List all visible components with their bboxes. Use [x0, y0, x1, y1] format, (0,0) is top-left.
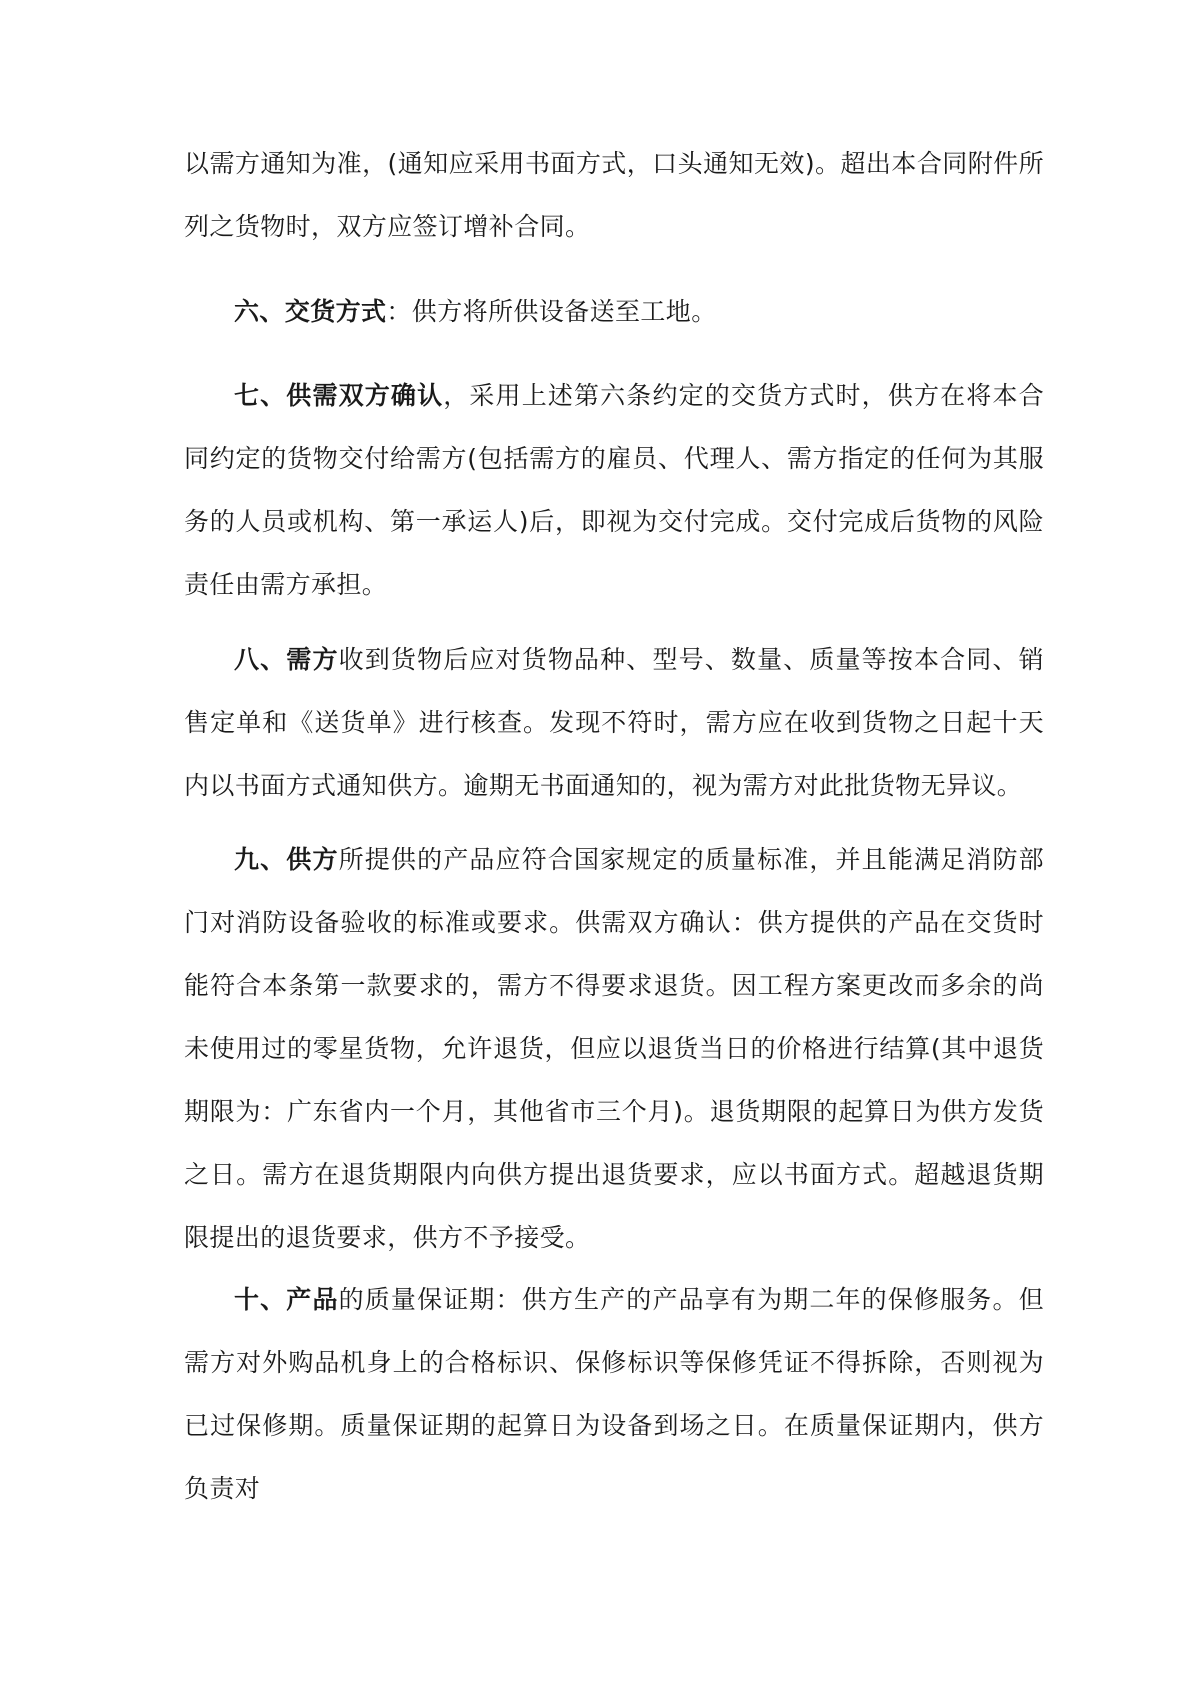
clause-text: ：供方将所供设备送至工地。 [386, 297, 717, 326]
clause-8 [184, 628, 1044, 817]
clause-10 [184, 1268, 1044, 1520]
clause-text: 收到货物后应对货物品种、型号、数量、质量等按本合同、销售定单和《送货单》进行核查。发现不符时，需方应在收到货物之日起十天内以书面方式通知供方。逾期无书面通知的，视为需方对此批货物无异议。 [184, 645, 1044, 800]
clause-7 [184, 364, 1044, 616]
clause-heading: 六、交货方式 [234, 297, 387, 326]
clause-heading: 九、供方 [234, 845, 339, 874]
clause-heading: 八、需方 [234, 645, 339, 674]
clause-text: 的质量保证期：供方生产的产品享有为期二年的保修服务。但需方对外购品机身上的合格标识、保修标识等保修凭证不得拆除，否则视为已过保修期。质量保证期的起算日为设备到场之日。在质量保证期内，供方负责对 [184, 1285, 1044, 1503]
clause-text: 所提供的产品应符合国家规定的质量标准，并且能满足消防部门对消防设备验收的标准或要求。供需双方确认：供方提供的产品在交货时能符合本条第一款要求的，需方不得要求退货。因工程方案更改而多余的尚未使用过的零星货物，允许退货，但应以退货当日的价格进行结算(其中退货期限为：广东省内一个月，其他省市三个月)。退货期限的起算日为供方发货之日。需方在退货期限内向供方提出退货要求，应以书面方式。超越退货期限提出的退货要求，供方不予接受。 [184, 845, 1044, 1252]
clause-9 [184, 828, 1044, 1269]
clause-text: ，采用上述第六条约定的交货方式时，供方在将本合同约定的货物交付给需方(包括需方的雇员、代理人、需方指定的任何为其服务的人员或机构、第一承运人)后，即视为交付完成。交付完成后货物的风险责任由需方承担。 [184, 381, 1045, 599]
clause-heading: 七、供需双方确认 [234, 381, 444, 410]
paragraph-text: 以需方通知为准，(通知应采用书面方式，口头通知无效)。超出本合同附件所列之货物时，双方应签订增补合同。 [184, 149, 1044, 241]
clause-heading: 十、产品 [234, 1285, 339, 1314]
clause-6 [184, 280, 1044, 343]
paragraph-continuation [184, 132, 1044, 258]
